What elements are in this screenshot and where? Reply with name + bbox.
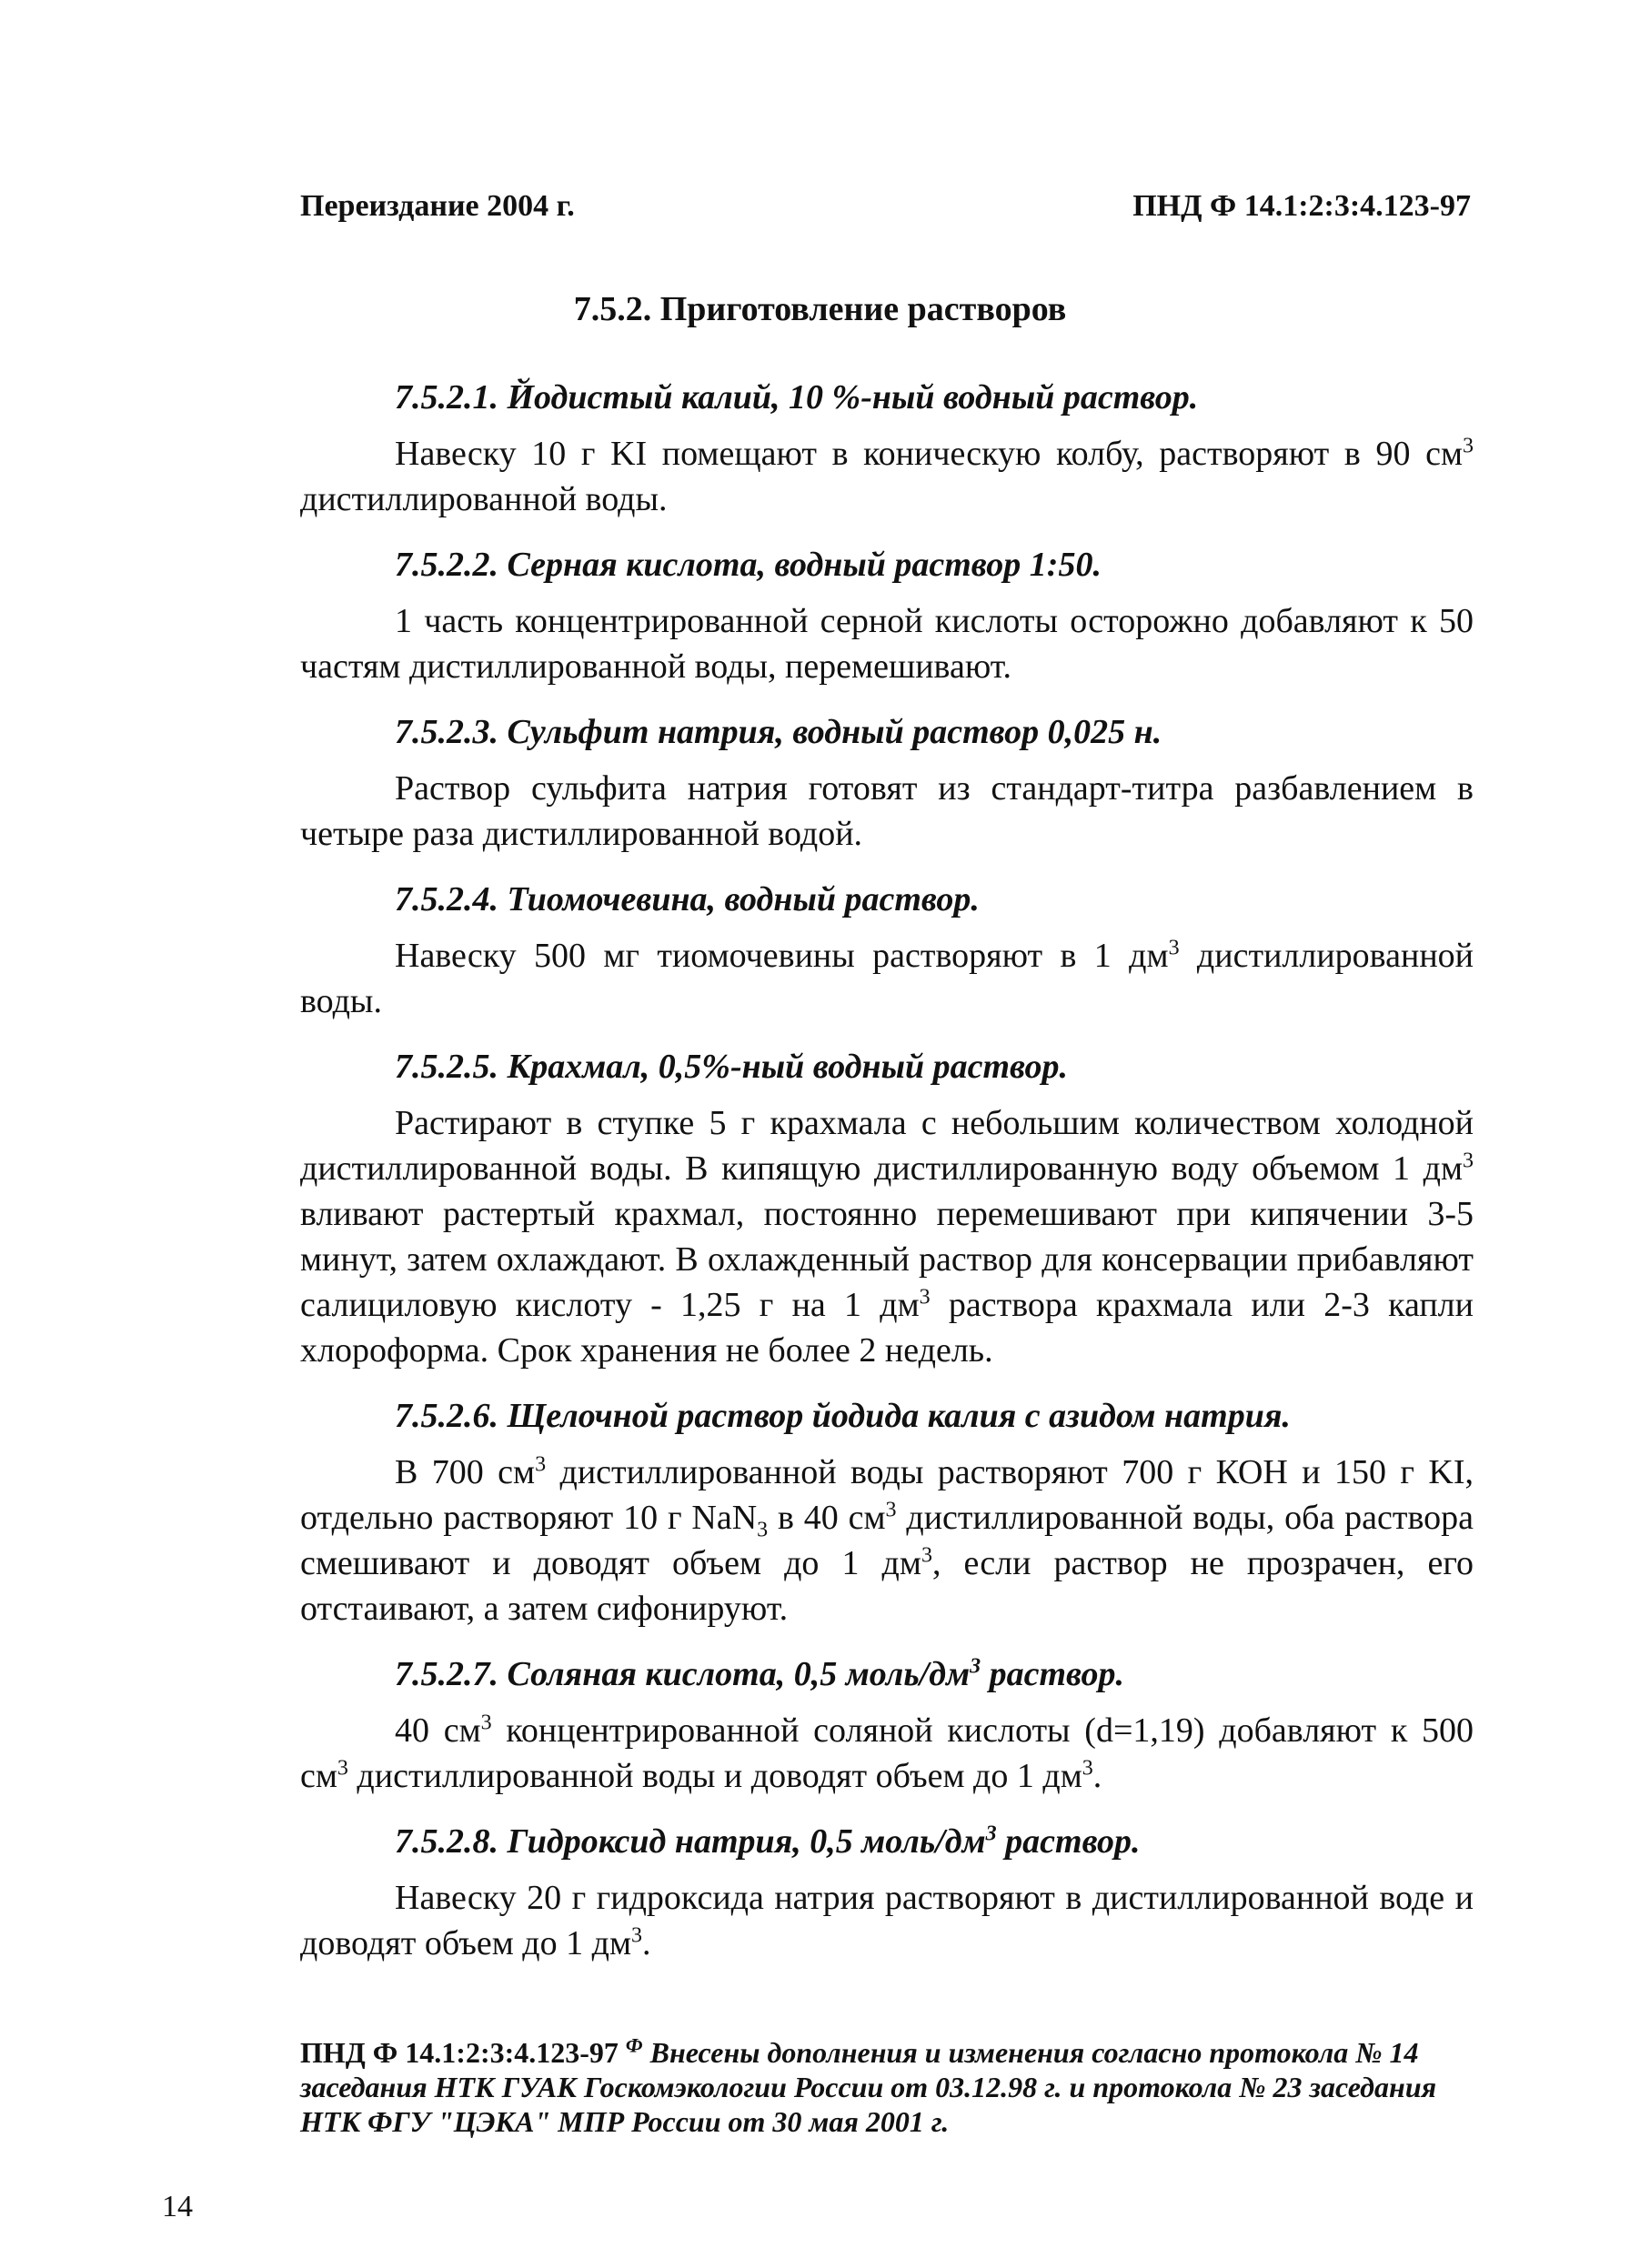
paragraph: Навеску 20 г гидроксида натрия растворяют в дистиллированной воде и доводят объем до 1 $дм^3$. <box>300 1879 1474 1962</box>
header-document-code: ПНД Ф 14.1:2:3:4.123-97 <box>1132 189 1471 223</box>
subsection-heading: 7.5.2.2. Серная кислота, водный раствор 1:50. <box>395 546 1102 584</box>
subsection-heading: 7.5.2.1. Йодистый калий, 10 %-ный водный раствор. <box>395 378 1199 416</box>
subsection-heading: 7.5.2.5. Крахмал, 0,5%-ный водный раствор. <box>395 1048 1069 1086</box>
paragraph: Раствор сульфита натрия готовят из стандарт-титра разбавлением в четыре раза дистиллированной водой. <box>300 769 1474 853</box>
section-title: 7.5.2. Приготовление растворов <box>573 290 1067 328</box>
paragraph: В 700 $см^3$ дистиллированной воды растворяют 700 г КОН и 150 г KI, отдельно растворяют 10 г NaN$_3$ в 40 $см^3$ дистиллированной воды, оба раствора смешивают и доводят объем до 1 $дм^3$, если раствор не прозрачен, его отстаивают, а затем сифонируют. <box>300 1452 1474 1628</box>
paragraph: 40 $см^3$ концентрированной соляной кислоты (d=1,19) добавляют к 500 $см^3$ дистиллированной воды и доводят объем до 1 $дм^3$. <box>300 1711 1474 1795</box>
subsection-heading: 7.5.2.3. Сульфит натрия, водный раствор 0,025 н. <box>395 713 1162 751</box>
paragraph: Навеску 500 мг тиомочевины растворяют в 1 $дм^3$ дистиллированной воды. <box>300 936 1474 1020</box>
paragraph: Навеску 10 г KI помещают в коническую колбу, растворяют в 90 $см^3$ дистиллированной воды. <box>300 434 1474 518</box>
footnote-text: Внесены дополнения и изменения согласно протокола № 14 заседания НТК ГУАК Госкомэкологии России от 03.12.98 г. и протокола № 23 заседания НТК ФГУ "ЦЭКА" МПР России от 30 мая 2001 г. <box>300 2036 1437 2138</box>
paragraph: 1 часть концентрированной серной кислоты осторожно добавляют к 50 частям дистиллированной воды, перемешивают. <box>300 602 1474 686</box>
subsection-heading: 7.5.2.7. Соляная кислота, 0,5 моль/$дм^3$ раствор. <box>395 1654 1125 1693</box>
subsection-heading: 7.5.2.6. Щелочной раствор йодида калия с азидом натрия. <box>395 1397 1291 1435</box>
footnote-mark: Ф <box>625 2033 643 2057</box>
document-body <box>300 375 1474 1986</box>
subsection-heading: 7.5.2.8. Гидроксид натрия, 0,5 моль/$дм^3$ раствор. <box>395 1821 1141 1861</box>
footnote <box>300 2035 1474 2139</box>
subsection-heading: 7.5.2.4. Тиомочевина, водный раствор. <box>395 880 980 918</box>
paragraph: Растирают в ступке 5 г крахмала с небольшим количеством холодной дистиллированной воды. В кипящую дистиллированную воду объемом 1 $дм^3$ вливают растертый крахмал, постоянно перемешивают при кипячении 3-5 минут, затем охлаждают. В охлажденный раствор для консервации прибавляют салициловую кислоту - 1,25 г на 1 $дм^3$ раствора крахмала или 2-3 капли хлороформа. Срок хранения не более 2 недель. <box>300 1104 1474 1370</box>
page-number: 14 <box>162 2190 193 2223</box>
header-edition: Переиздание 2004 г. <box>300 189 575 223</box>
footnote-document-code: ПНД Ф 14.1:2:3:4.123-97 <box>300 2036 619 2069</box>
